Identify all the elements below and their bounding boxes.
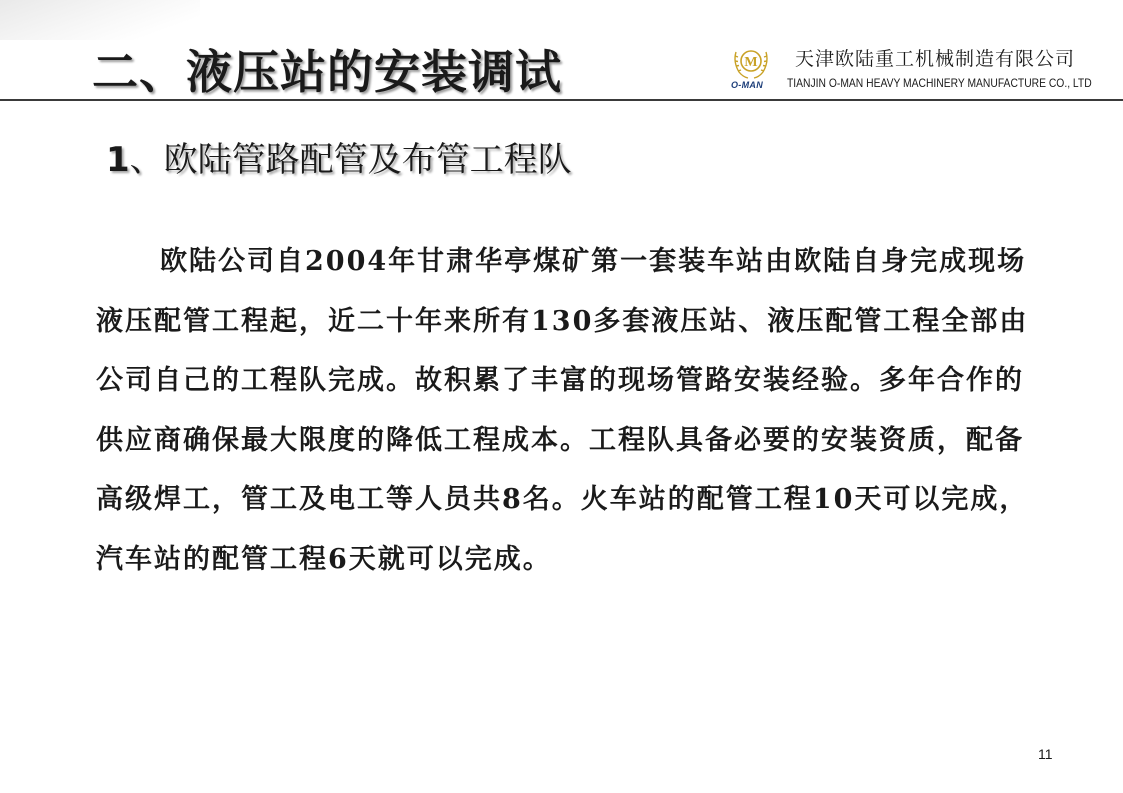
laurel-logo-icon	[730, 42, 772, 82]
logo-letter: M	[744, 55, 758, 70]
sub-title-text: 欧陆管路配管及布管工程队	[163, 140, 572, 180]
company-name-en: TIANJIN O-MAN HEAVY MACHINERY MANUFACTURE CO., LTD	[787, 76, 1092, 90]
section-title: 二、液压站的安装调试	[92, 45, 562, 99]
header-divider	[0, 99, 1123, 101]
corner-shading	[0, 0, 200, 40]
sub-title	[106, 132, 572, 181]
logo-brand-text: O-MAN	[731, 80, 763, 90]
body-paragraph: 欧陆公司自2004年甘肃华亭煤矿第一套装车站由欧陆自身完成现场液压配管工程起，近二十年来所有130多套液压站、液压配管工程全部由公司自己的工程队完成。故积累了丰富的现场管路安装经验。多年合作的供应商确保最大限度的降低工程成本。工程队具备必要的安装资质，配备高级焊工，管工及电工等人员共8名。火车站的配管工程10天可以完成，汽车站的配管工程6天就可以完成。	[96, 246, 1029, 575]
page-number: 11	[1038, 746, 1053, 762]
company-name-cn: 天津欧陆重工机械制造有限公司	[795, 48, 1076, 70]
sub-title-separator: 、	[129, 140, 164, 180]
sub-title-number: 1	[106, 140, 130, 180]
